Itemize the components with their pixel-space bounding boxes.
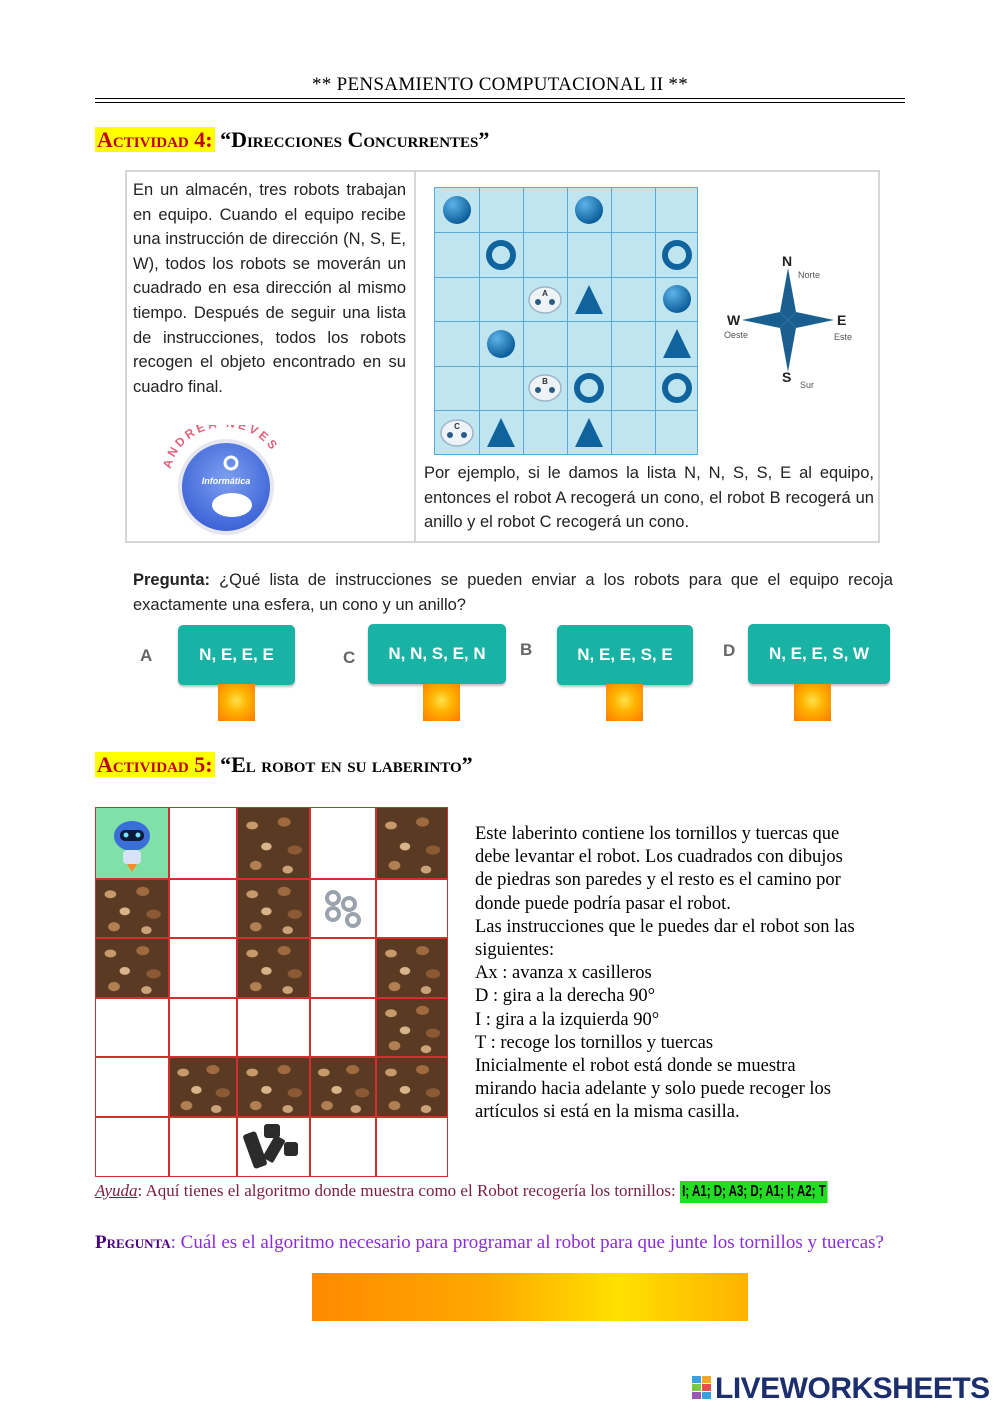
answer-input[interactable] bbox=[312, 1273, 748, 1321]
logo-text: Informática bbox=[201, 476, 251, 486]
activity-5-description bbox=[475, 823, 895, 1125]
stone-wall bbox=[237, 807, 310, 879]
compass-s-sub: Sur bbox=[800, 380, 815, 390]
stone-wall bbox=[237, 1057, 310, 1117]
description-line: mirando hacia adelante y solo puede recoger los bbox=[475, 1079, 831, 1100]
page-header-title: ** PENSAMIENTO COMPUTACIONAL II ** bbox=[311, 74, 688, 95]
liveworksheets-icon bbox=[692, 1374, 712, 1398]
activity-4-heading bbox=[95, 127, 489, 153]
description-line: Las instrucciones que le puedes dar el robot son las bbox=[475, 916, 855, 937]
question-label: Pregunta bbox=[95, 1232, 171, 1253]
description-line: donde puede podría pasar el robot. bbox=[475, 893, 731, 914]
nuts-icon bbox=[311, 880, 375, 937]
cone-icon bbox=[663, 329, 691, 358]
maze-start-cell bbox=[95, 807, 169, 879]
stone-wall bbox=[95, 938, 169, 998]
robot-grid bbox=[434, 187, 698, 455]
stone-wall bbox=[376, 998, 448, 1057]
sphere-icon bbox=[575, 196, 603, 224]
question-label: Pregunta: bbox=[133, 571, 211, 589]
option-b-answer-box[interactable] bbox=[606, 684, 643, 721]
activity-5-question bbox=[95, 1231, 895, 1256]
brand-text: LIVEWORKSHEETS bbox=[715, 1372, 990, 1405]
compass-e-sub: Este bbox=[834, 332, 853, 342]
description-line: debe levantar el robot. Los cuadrados con dibujos bbox=[475, 847, 843, 868]
option-b-button[interactable]: N, E, E, S, E bbox=[557, 625, 693, 685]
description-line: T : recoge los tornillos y tuercas bbox=[475, 1032, 714, 1053]
description-line: I : gira a la izquierda 90° bbox=[475, 1009, 660, 1030]
hint-label: Ayuda bbox=[95, 1181, 138, 1200]
activity-4-label: Actividad 4: bbox=[97, 127, 213, 152]
question-text: : Cuál es el algoritmo necesario para programar al robot para que junte los tornillos y tuercas? bbox=[170, 1232, 884, 1253]
option-a-button[interactable]: N, E, E, E bbox=[178, 625, 295, 685]
bolts-icon bbox=[238, 1118, 309, 1176]
description-line: de piedras son paredes y el resto es el camino por bbox=[475, 870, 841, 891]
stone-wall bbox=[376, 938, 448, 998]
compass-n-sub: Norte bbox=[798, 270, 821, 280]
option-c-letter: C bbox=[343, 648, 356, 667]
header-divider-thin bbox=[95, 102, 905, 103]
option-b-letter: B bbox=[520, 640, 533, 659]
option-c-button[interactable]: N, N, S, E, N bbox=[368, 624, 506, 684]
robot-label: A bbox=[542, 289, 548, 298]
robot-c-icon bbox=[441, 420, 473, 446]
stone-wall bbox=[237, 938, 310, 998]
question-text: ¿Qué lista de instrucciones se pueden enviar a los robots para que el equipo recoja exactamente una esfera, un cono y un anillo? bbox=[133, 571, 893, 614]
option-d-letter: D bbox=[723, 641, 736, 660]
description-line: siguientes: bbox=[475, 940, 555, 961]
compass-w-sub: Oeste bbox=[724, 330, 749, 340]
description-line: artículos si está en la misma casilla. bbox=[475, 1102, 740, 1123]
nuts-cell bbox=[310, 879, 376, 938]
robot-b-icon bbox=[529, 375, 561, 401]
activity-4-example: Por ejemplo, si le damos la lista N, N, S, S, E al equipo, entonces el robot A recogerá un cono, el robot B recogerá un anillo y el robot C recogerá un cono. bbox=[424, 464, 874, 531]
compass-s: S bbox=[782, 369, 792, 385]
ring-icon bbox=[665, 243, 689, 267]
ring-icon bbox=[577, 376, 601, 400]
robot-label: C bbox=[454, 422, 460, 431]
sphere-icon bbox=[487, 330, 515, 358]
hint-text: : Aquí tienes el algoritmo donde muestra como el Robot recogería los tornillos: bbox=[137, 1181, 680, 1200]
compass-w: W bbox=[727, 312, 741, 328]
description-line: Ax : avanza x casilleros bbox=[475, 963, 652, 984]
option-d-button[interactable]: N, E, E, S, W bbox=[748, 624, 890, 684]
option-a-letter: A bbox=[140, 646, 153, 665]
description-line: Inicialmente el robot está donde se muestra bbox=[475, 1056, 796, 1077]
compass-n: N bbox=[782, 253, 793, 269]
activity-5-label: Actividad 5: bbox=[97, 752, 213, 777]
activity-5-title: “El robot en su laberinto” bbox=[220, 752, 473, 777]
maze-grid bbox=[95, 807, 448, 1177]
robot-label: B bbox=[542, 377, 548, 386]
stone-wall bbox=[237, 879, 310, 938]
logo-arc-text: ANDRE EVES bbox=[159, 425, 282, 470]
liveworksheets-logo[interactable] bbox=[692, 1372, 990, 1406]
cone-icon bbox=[575, 418, 603, 447]
cone-icon bbox=[575, 285, 603, 314]
andrea-neves-logo bbox=[158, 425, 288, 537]
stone-wall bbox=[95, 879, 169, 938]
hint-algorithm: I; A1; D; A3; D; A1; I; A2; T bbox=[680, 1181, 828, 1203]
robot-a-icon bbox=[529, 287, 561, 313]
description-line: Este laberinto contiene los tornillos y tuercas que bbox=[475, 824, 840, 844]
bolts-cell bbox=[237, 1117, 310, 1177]
stone-wall bbox=[376, 1057, 448, 1117]
activity-4-title: “Direcciones Concurrentes” bbox=[220, 127, 490, 152]
cone-icon bbox=[487, 418, 515, 447]
activity-4-question bbox=[133, 568, 893, 618]
ring-icon bbox=[665, 376, 689, 400]
compass-e: E bbox=[837, 312, 847, 328]
option-a-answer-box[interactable] bbox=[218, 684, 255, 721]
stone-wall bbox=[376, 807, 448, 879]
activity-4-intro: En un almacén, tres robots trabajan en equipo. Cuando el equipo recibe una instrucción de dirección (N, S, E, W), todos los robots se moverán un cuadrado en esa dirección al mismo tiempo. Después de seguir una lista de instrucciones, todos los robots recogen el objeto encontrado en su cuadro final. bbox=[133, 181, 406, 396]
stone-wall bbox=[169, 1057, 237, 1117]
hint-line bbox=[95, 1181, 905, 1203]
compass-rose bbox=[720, 250, 865, 395]
option-c-answer-box[interactable] bbox=[423, 684, 460, 721]
sphere-icon bbox=[443, 196, 471, 224]
option-d-answer-box[interactable] bbox=[794, 684, 831, 721]
robot-icon bbox=[96, 808, 168, 878]
header-divider bbox=[95, 98, 905, 99]
panel-divider bbox=[414, 170, 416, 543]
sphere-icon bbox=[663, 285, 691, 313]
stone-wall bbox=[310, 1057, 376, 1117]
description-line: D : gira a la derecha 90° bbox=[475, 986, 655, 1007]
ring-icon bbox=[489, 243, 513, 267]
activity-5-heading bbox=[95, 752, 473, 778]
